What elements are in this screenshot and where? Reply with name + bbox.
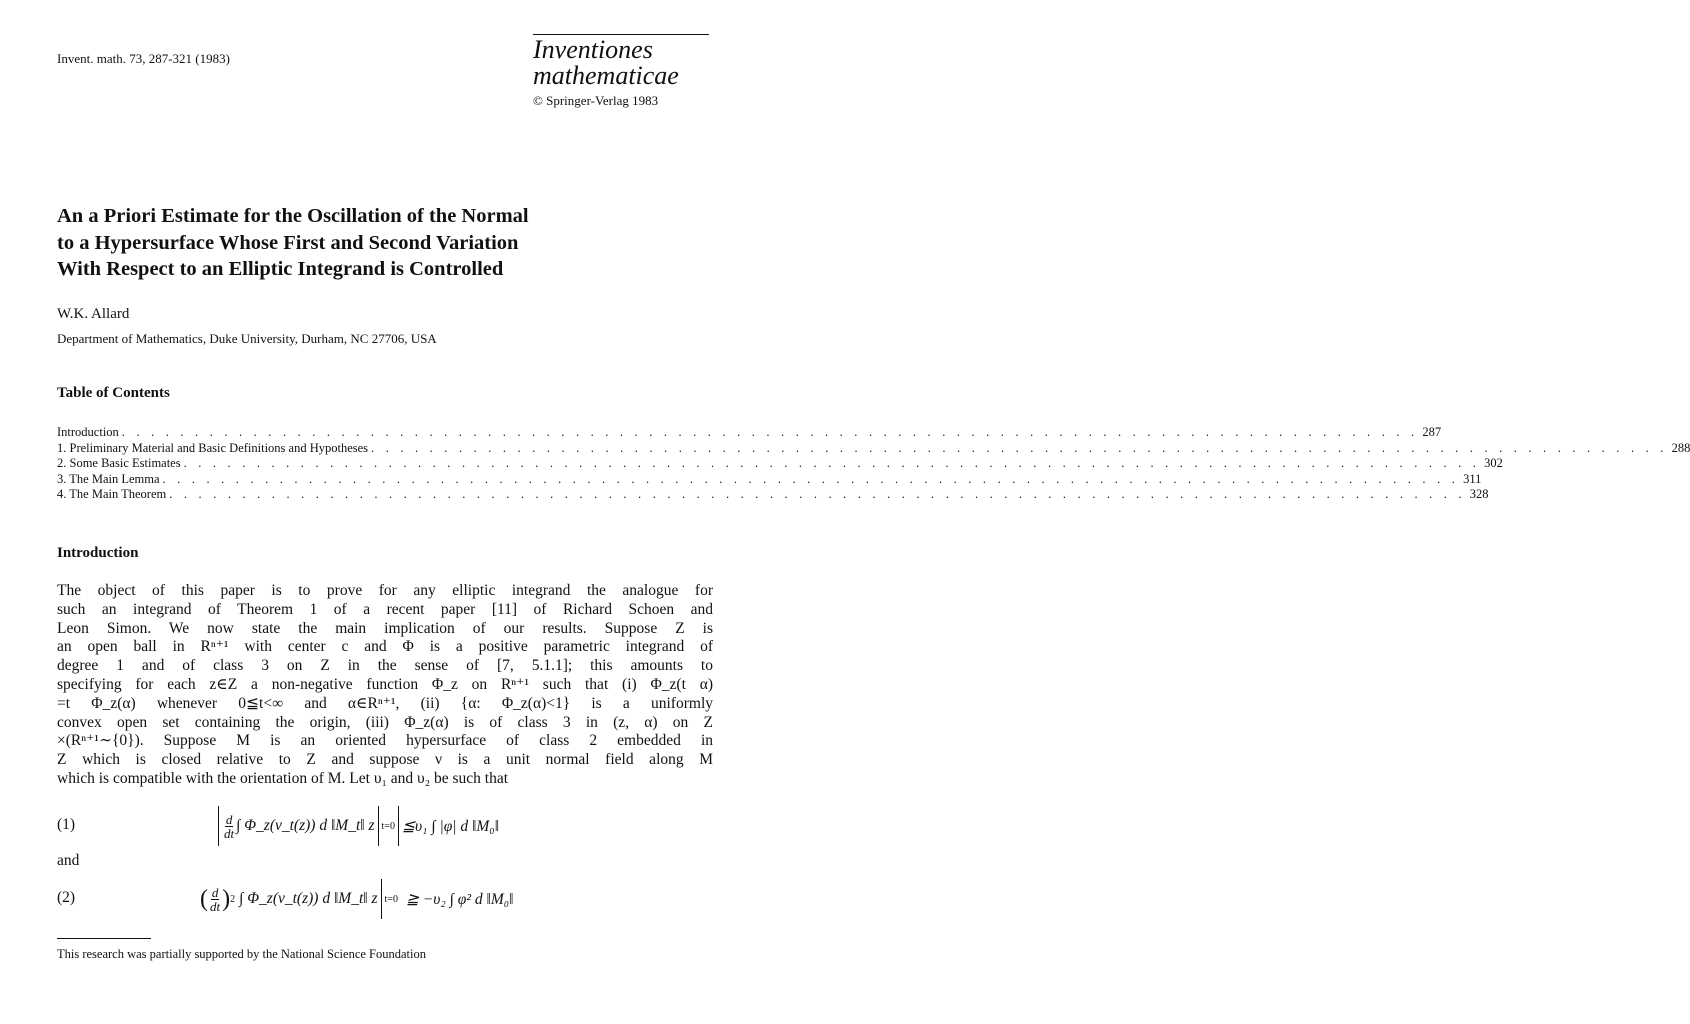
exponent: 2 (230, 893, 236, 905)
toc-entry-page: 302 (1484, 456, 1503, 470)
toc-entry[interactable] (57, 425, 1442, 441)
body-line: convex open set containing the origin, (iii) Φ_z(α) is of class 3 in (z, α) on Z (57, 713, 713, 731)
body-line: =t Φ_z(α) whenever 0≦t<∞ and α∈Rⁿ⁺¹, (ii) {α: Φ_z(α)<1} is a uniformly (57, 694, 713, 712)
toc-entry-label: 2. Some Basic Estimates (57, 456, 181, 470)
title-line: An a Priori Estimate for the Oscillation of the Normal (57, 205, 529, 227)
equation-1-integrand: ∫ Φ_z(ν_t(z)) d ‖M_t‖ z (236, 817, 375, 834)
toc-leader: . . . . . . . . . . . . . . . . . . . . . . . . . . . . . . . . . . . . . . . . . . . . . . . . . . . . . . . . . . . . . . . . . . . . . . . . . . . . . . . . . . . . . . . . . (162, 471, 1460, 486)
fraction-denominator: dt (224, 825, 235, 841)
toc-leader: . . . . . . . . . . . . . . . . . . . . . . . . . . . . . . . . . . . . . . . . . . . . . . . . . . . . . . . . . . . . . . . . . . . . . . . . . . . . . . . . . . . . . . . . . (169, 487, 1466, 501)
abs-bar (218, 806, 219, 846)
toc-entry[interactable] (57, 440, 1690, 457)
toc-entry-page: 287 (1422, 425, 1442, 439)
introduction-body (57, 582, 713, 789)
evaluation-subscript: t=0 (384, 893, 398, 905)
journal-name-line-1: Inventiones (533, 35, 653, 64)
citation: Invent. math. 73, 287-321 (1983) (57, 51, 230, 66)
body-line: such an integrand of Theorem 1 of a recent paper [11] of Richard Schoen and (57, 600, 713, 618)
footnote-rule (57, 938, 151, 939)
title-line: With Respect to an Elliptic Integrand is Controlled (57, 258, 504, 280)
body-line: degree 1 and of class 3 on Z in the sense of [7, 5.1.1]; this amounts to (57, 657, 713, 675)
author: W.K. Allard (57, 306, 130, 322)
toc-entry-page: 288 (1671, 440, 1690, 455)
abs-bar (381, 879, 382, 919)
derivative-fraction (224, 813, 234, 840)
fraction-denominator: dt (210, 898, 221, 914)
toc-entry[interactable] (57, 471, 1482, 488)
equation-1 (215, 804, 499, 848)
equation-label-1: (1) (57, 816, 76, 833)
body-line: Leon Simon. We now state the main implication of our results. Suppose Z is (57, 619, 713, 637)
toc-entry-label: 4. The Main Theorem (57, 487, 167, 501)
body-line: Z which is closed relative to Z and suppose ν is a unit normal field along M (57, 751, 713, 769)
evaluation-subscript: t=0 (381, 820, 395, 832)
toc-entry-label: Introduction (57, 425, 119, 439)
body-line: an open ball in Rⁿ⁺¹ with center c and Φ is a positive parametric integrand of (57, 638, 713, 656)
body-line: which is compatible with the orientation of M. Let υ₁ and υ₂ be such that (57, 769, 509, 787)
toc-entry[interactable] (57, 456, 1503, 472)
footnote: This research was partially supported by the National Science Foundation (57, 947, 426, 961)
equation-2-integrand: ∫ Φ_z(ν_t(z)) d ‖M_t‖ z (239, 890, 378, 907)
fraction-numerator: d (225, 811, 233, 827)
abs-bar (398, 806, 399, 846)
paren-open: ( (200, 885, 208, 912)
paren-close: ) (222, 885, 231, 912)
equation-1-bound: ≦υ₁ ∫ |φ| d ‖M₀‖ (401, 817, 500, 835)
table-of-contents (57, 425, 1690, 503)
toc-leader: . . . . . . . . . . . . . . . . . . . . . . . . . . . . . . . . . . . . . . . . . . . . . . . . . . . . . . . . . . . . . . . . . . . . . . . . . . . . . . . . . . . . . . . . . (371, 440, 1668, 455)
publisher: © Springer-Verlag 1983 (533, 93, 659, 108)
fraction-numerator: d (211, 884, 219, 900)
paper-title (57, 203, 717, 283)
title-line: to a Hypersurface Whose First and Second Variation (57, 231, 519, 254)
toc-entry-page: 311 (1463, 471, 1482, 486)
toc-entry-label: 3. The Main Lemma (57, 471, 160, 486)
connector-text: and (57, 852, 80, 869)
equation-2 (200, 877, 514, 921)
derivative-fraction (210, 886, 220, 913)
toc-leader: . . . . . . . . . . . . . . . . . . . . . . . . . . . . . . . . . . . . . . . . . . . . . . . . . . . . . . . . . . . . . . . . . . . . . . . . . . . . . . . . . . . . . . . . . (183, 456, 1481, 470)
body-line: The object of this paper is to prove for any elliptic integrand the analogue for (57, 582, 713, 599)
abs-bar (378, 806, 379, 846)
journal-name-line-2: mathematicae (533, 61, 679, 90)
section-heading-introduction: Introduction (57, 545, 139, 561)
journal-block (533, 34, 709, 109)
body-line: ×(Rⁿ⁺¹∼{0}). Suppose M is an oriented hypersurface of class 2 embedded in (57, 732, 713, 750)
toc-heading: Table of Contents (57, 385, 170, 401)
affiliation: Department of Mathematics, Duke University, Durham, NC 27706, USA (57, 331, 437, 346)
equation-2-bound: ≧ −υ₂ ∫ φ² d ‖M₀‖ (405, 890, 514, 908)
toc-leader: . . . . . . . . . . . . . . . . . . . . . . . . . . . . . . . . . . . . . . . . . . . . . . . . . . . . . . . . . . . . . . . . . . . . . . . . . . . . . . . . . . . . . . . . . (121, 425, 1419, 439)
equation-label-2: (2) (57, 889, 76, 906)
toc-entry-page: 328 (1469, 487, 1489, 501)
toc-entry-label: 1. Preliminary Material and Basic Definitions and Hypotheses (57, 440, 369, 455)
toc-entry[interactable] (57, 487, 1489, 503)
body-line: specifying for each z∈Z a non-negative function Φ_z on Rⁿ⁺¹ such that (i) Φ_z(t α) (57, 675, 713, 693)
